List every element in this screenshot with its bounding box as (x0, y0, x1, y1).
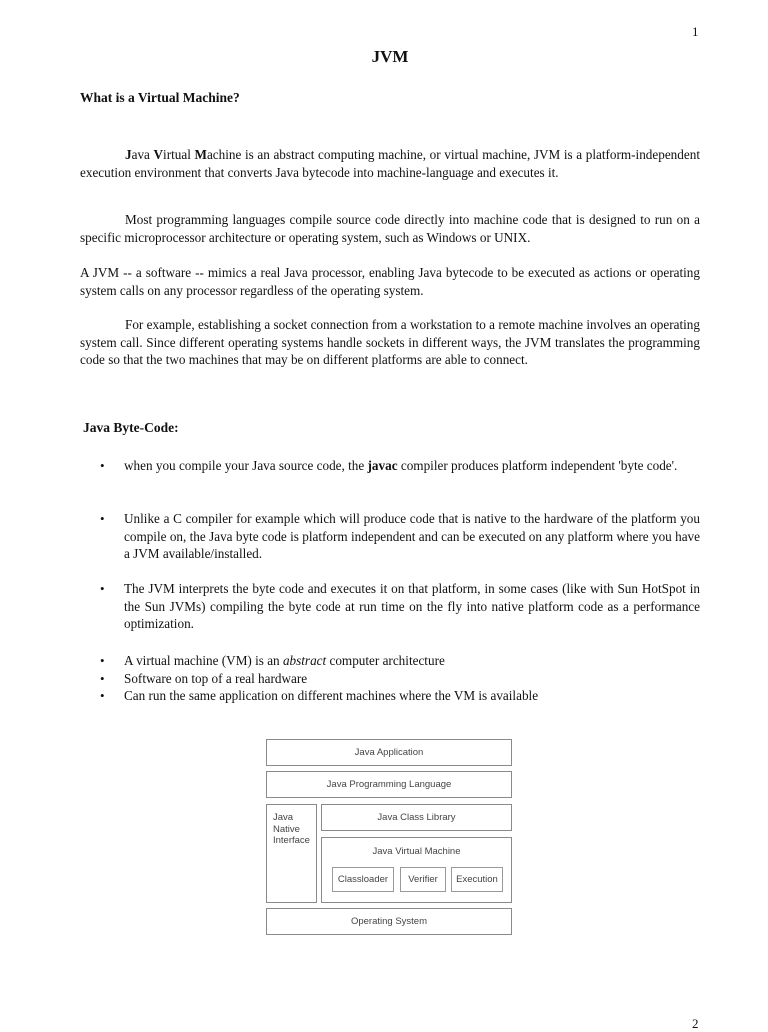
java-native-interface-box (266, 804, 317, 903)
text-run: computer architecture (326, 653, 445, 668)
list-item (98, 652, 700, 670)
execution-box (451, 867, 503, 892)
box-label: Classloader (337, 874, 389, 885)
list-item (98, 687, 700, 705)
text-run: Can run the same application on different machines where the VM is available (124, 688, 539, 703)
bullet-list-vm (98, 652, 700, 705)
java-virtual-machine-box (321, 837, 512, 903)
paragraph-jvm-software: A JVM -- a software -- mimics a real Java processor, enabling Java bytecode to be executed as actions or operating system calls on any processor regardless of the operating system. (80, 265, 700, 298)
box-label: Java Application (354, 747, 424, 758)
text-run: A virtual machine (VM) is an (124, 653, 283, 668)
text-run: compiler produces platform independent 'byte code'. (397, 458, 678, 473)
section-heading-byte-code: Java Byte-Code: (83, 420, 179, 435)
text-run: The JVM interprets the byte code and executes it on that platform, in some cases (like with Sun HotSpot in the Sun JVMs) compiling the byte code at run time on the fly into native platform code as a performance optimization. (124, 581, 700, 631)
text-run: Software on top of a real hardware (124, 670, 308, 686)
box-label: Java Class Library (377, 812, 456, 823)
bullet-list-bytecode-1 (98, 457, 700, 475)
java-class-library-box (321, 804, 512, 831)
text-run: achine is an abstract computing machine, or virtual machine, JVM is a platform-independent execution environment that converts Java bytecode into machine-language and executes it. (80, 147, 700, 180)
box-label: Verifier (408, 874, 438, 885)
java-application-box (266, 739, 512, 766)
bullet-icon: • (100, 653, 105, 668)
abstract-italic: abstract (282, 653, 327, 668)
bullet-icon: • (100, 458, 105, 473)
jni-label (273, 812, 310, 847)
paragraph-jvm-definition (80, 146, 700, 181)
bullet-list-bytecode-3 (98, 580, 700, 633)
classloader-box (332, 867, 394, 892)
bullet-icon: • (100, 511, 105, 526)
box-label: Execution (456, 874, 498, 885)
list-item (98, 457, 700, 475)
javac-keyword: javac (367, 458, 398, 473)
jvm-label: Java Virtual Machine (372, 846, 461, 857)
text-run: irtual (163, 147, 195, 162)
page-number-next: 2 (692, 1016, 699, 1031)
section-heading-virtual-machine: What is a Virtual Machine? (80, 90, 240, 105)
verifier-box (400, 867, 446, 892)
bullet-icon: • (100, 670, 105, 686)
bullet-icon: • (100, 688, 105, 703)
paragraph-compile-languages: Most programming languages compile source code directly into machine code that is designed to run on a specific microprocessor architecture or operating system, such as Windows or UNIX. (80, 212, 700, 245)
page-title: JVM (371, 47, 409, 66)
bullet-icon: • (100, 581, 105, 596)
list-item (98, 670, 700, 688)
text-run: when you compile your Java source code, the (124, 458, 368, 473)
box-label: Java Programming Language (326, 779, 452, 790)
bold-initial-j: J (125, 147, 132, 162)
page-number: 1 (692, 24, 699, 39)
text-run: ava (131, 147, 154, 162)
box-label: Operating System (350, 916, 428, 927)
jni-label-line: Native (273, 823, 300, 835)
jni-label-line: Java (273, 812, 294, 823)
text-run: Unlike a C compiler for example which will produce code that is native to the hardware of the platform you compile on, the Java byte code is platform independent and can be executed on any platform where you have a JVM available/installed. (124, 511, 700, 561)
jni-label-line: Interface (273, 835, 310, 846)
paragraph-socket-example: For example, establishing a socket connection from a workstation to a remote machine involves an operating system call. Since different operating systems handle sockets in different ways, the JVM translates the programming code so that the two machines that may be on different platforms are able to connect. (80, 317, 700, 367)
list-item (98, 580, 700, 633)
operating-system-box (266, 908, 512, 935)
bold-initial-v: V (153, 147, 164, 162)
jvm-architecture-diagram (264, 736, 514, 938)
bold-initial-m: M (194, 147, 207, 162)
list-item (98, 510, 700, 563)
java-programming-language-box (266, 771, 512, 798)
bullet-list-bytecode-2 (98, 510, 700, 563)
